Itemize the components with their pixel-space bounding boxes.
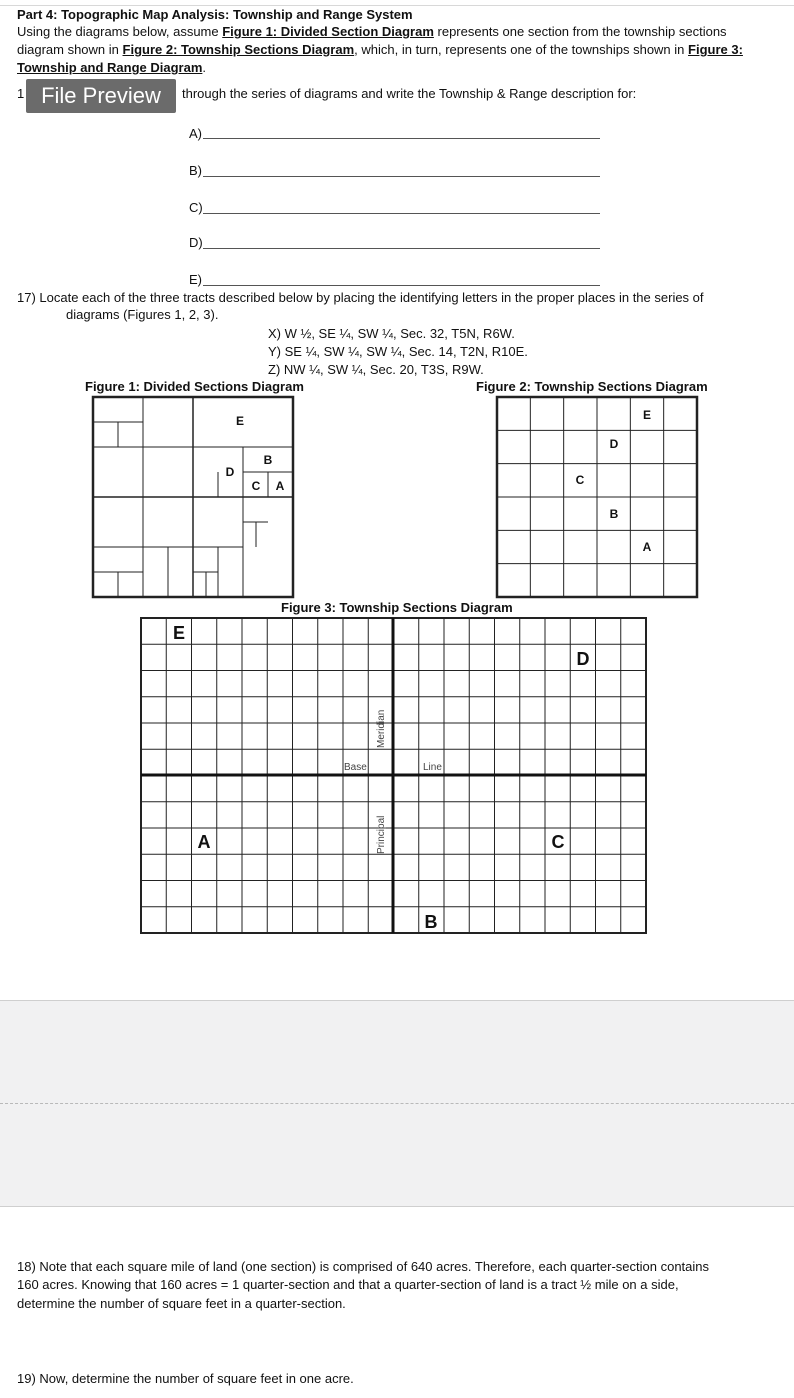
q17-text-2: diagrams (Figures 1, 2, 3). <box>66 307 219 322</box>
intro-line-2 <box>17 41 743 59</box>
tract-x: X) W ½, SE ¼, SW ¼, Sec. 32, T5N, R6W. <box>268 326 515 341</box>
intro-text-3: diagram shown in <box>17 42 119 57</box>
figure2-letter-d: D <box>609 437 619 451</box>
page-break-divider <box>0 1103 794 1104</box>
answer-line-d[interactable] <box>203 248 600 249</box>
intro-line-3 <box>17 59 206 77</box>
intro-text-1: Using the diagrams below, assume <box>17 24 219 39</box>
tract-z: Z) NW ¼, SW ¼, Sec. 20, T3S, R9W. <box>268 362 484 377</box>
figure3-letter-b: B <box>424 912 438 932</box>
answer-label-e: E) <box>189 272 202 287</box>
figure2-letter-c: C <box>575 473 585 487</box>
figure3-letter-e: E <box>172 623 186 643</box>
page-title: Part 4: Topographic Map Analysis: Township and Range System <box>17 7 413 22</box>
q16-text: through the series of diagrams and write the Township & Range description for: <box>182 86 637 101</box>
figure2-title: Figure 2: Township Sections Diagram <box>476 379 708 394</box>
answer-line-a[interactable] <box>203 138 600 139</box>
figure2-reference: Figure 2: Township Sections Diagram <box>122 42 355 57</box>
answer-label-c: C) <box>189 200 203 215</box>
figure2-letter-a: A <box>642 540 652 554</box>
base-label: Base <box>344 762 367 773</box>
answer-line-b[interactable] <box>203 176 600 177</box>
figure1-letter-d: D <box>225 465 235 479</box>
figure3-township-range-diagram <box>139 616 649 936</box>
q18-text-2: 160 acres. Knowing that 160 acres = 1 quarter-section and that a quarter-section of land is a tract ½ mile on a side, <box>17 1277 679 1292</box>
figure3-letter-d: D <box>576 649 590 669</box>
q16-number-fragment: 1 <box>17 86 25 101</box>
figure2-letter-b: B <box>609 507 619 521</box>
figure2-township-sections-diagram <box>494 394 700 600</box>
q17-text-1: 17) Locate each of the three tracts described below by placing the identifying letters in the proper places in the series of <box>17 290 704 305</box>
intro-text-5: . <box>202 60 207 75</box>
figure1-letter-c: C <box>251 479 261 493</box>
intro-text-2: represents one section from the township sections <box>437 24 727 39</box>
principal-label: Principal <box>376 815 387 854</box>
intro-line-1 <box>17 23 727 41</box>
q18-text-1: 18) Note that each square mile of land (one section) is comprised of 640 acres. Therefore, each quarter-section contains <box>17 1259 710 1274</box>
answer-label-a: A) <box>189 126 202 141</box>
figure1-divided-section-diagram <box>90 394 296 600</box>
answer-line-e[interactable] <box>203 285 600 286</box>
q19-text: 19) Now, determine the number of square feet in one acre. <box>17 1371 354 1386</box>
figure3-letter-c: C <box>551 832 565 852</box>
q18-text-3: determine the number of square feet in a quarter-section. <box>17 1296 346 1311</box>
meridian-label: Meridian <box>376 709 387 748</box>
file-preview-badge[interactable]: File Preview <box>26 79 176 113</box>
figure1-letter-a: A <box>275 479 285 493</box>
figure1-reference: Figure 1: Divided Section Diagram <box>222 24 434 39</box>
figure1-letter-e: E <box>235 414 245 428</box>
figure3-reference-b: Township and Range Diagram <box>17 60 203 75</box>
figure3-title: Figure 3: Township Sections Diagram <box>281 600 513 615</box>
figure3-letter-a: A <box>197 832 211 852</box>
figure1-title: Figure 1: Divided Sections Diagram <box>85 379 304 394</box>
intro-text-4: , which, in turn, represents one of the townships shown in <box>354 42 685 57</box>
figure1-letter-b: B <box>263 453 273 467</box>
answer-line-c[interactable] <box>203 213 600 214</box>
line-label: Line <box>423 762 442 773</box>
answer-label-b: B) <box>189 163 202 178</box>
tract-y: Y) SE ¼, SW ¼, SW ¼, Sec. 14, T2N, R10E. <box>268 344 528 359</box>
figure3-reference-a: Figure 3: <box>688 42 743 57</box>
answer-label-d: D) <box>189 235 203 250</box>
figure2-letter-e: E <box>642 408 652 422</box>
